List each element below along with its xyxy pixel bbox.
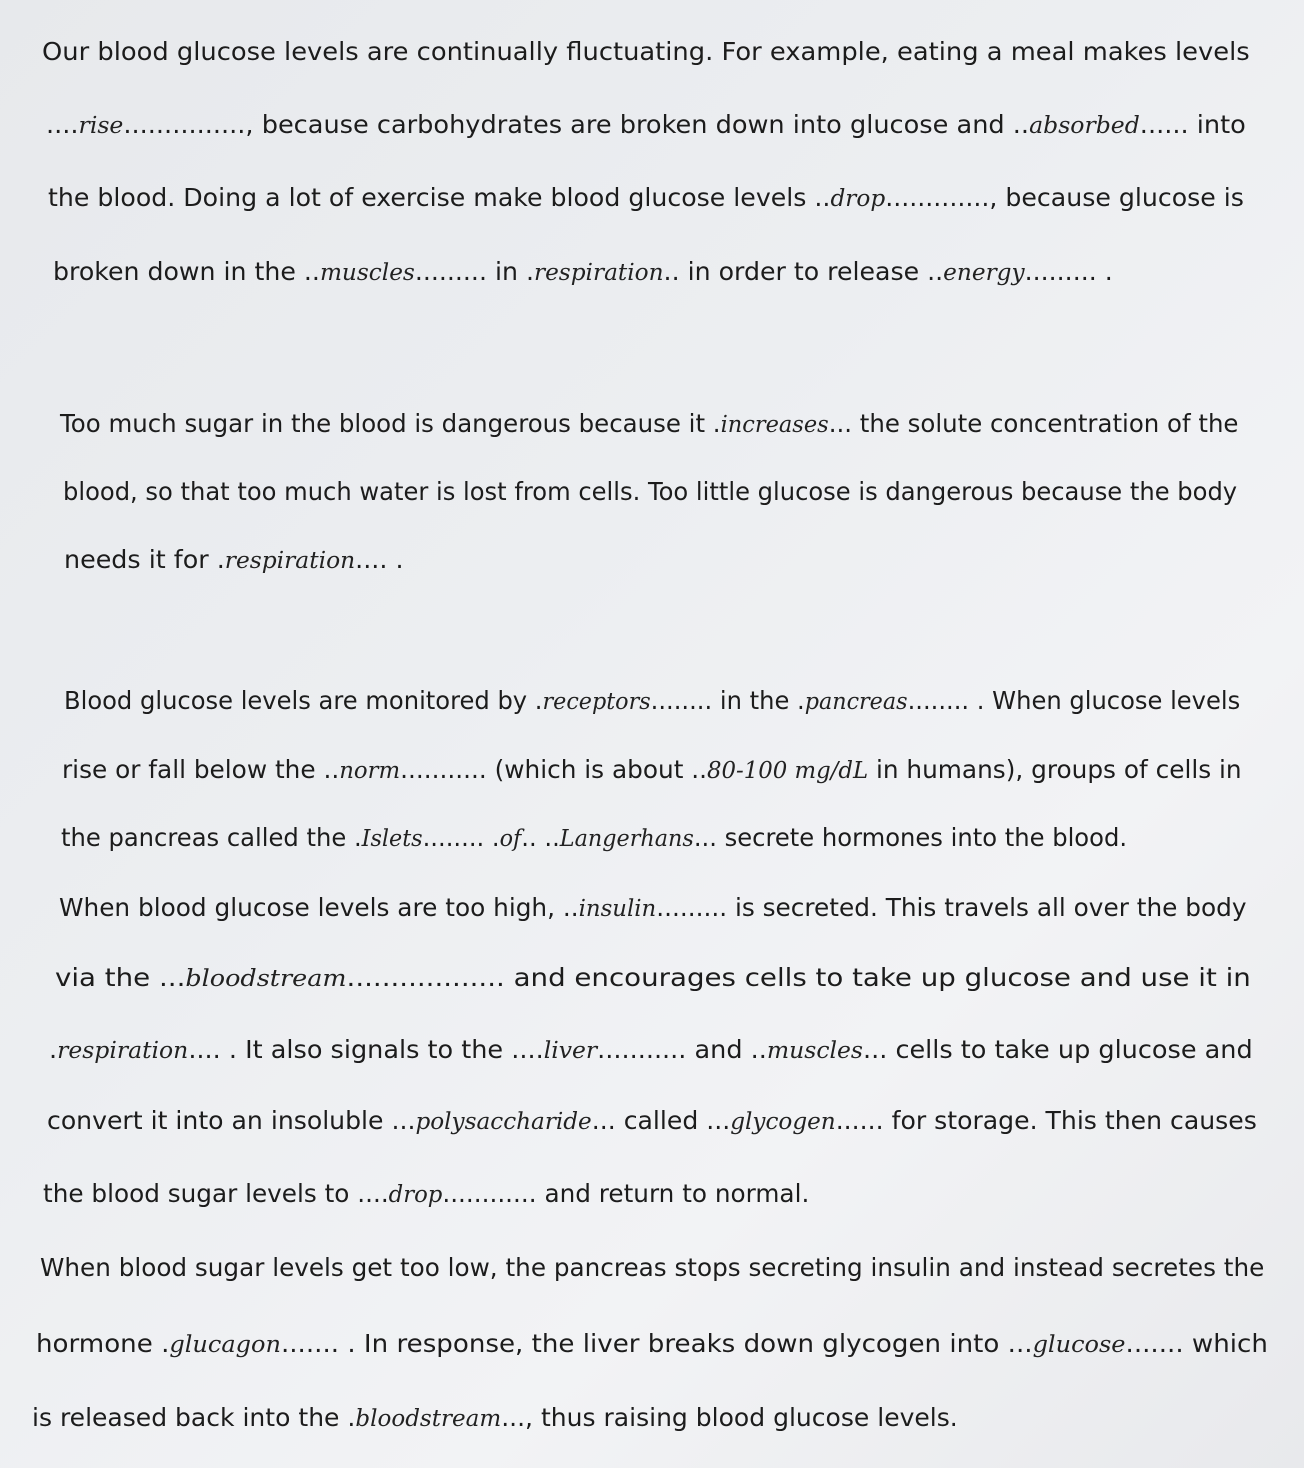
text-line	[61, 820, 1127, 857]
printed-text: .... . It also signals to the ....	[188, 1035, 544, 1064]
text-line	[60, 406, 1238, 443]
text-line	[43, 1176, 809, 1213]
handwritten-answer: glucagon	[169, 1332, 281, 1358]
handwritten-answer: respiration	[533, 260, 664, 286]
printed-text: When blood sugar levels get too low, the pancreas stops secreting insulin and instead secretes the	[40, 1253, 1265, 1282]
printed-text: ............ and return to normal.	[442, 1179, 810, 1208]
printed-text: ........ in the .	[650, 686, 805, 715]
printed-text: ... the solute concentration of the	[828, 409, 1239, 438]
text-line	[36, 1326, 1268, 1363]
printed-text: ... called ...	[591, 1106, 731, 1135]
text-line	[47, 1103, 1257, 1140]
printed-text: the blood sugar levels to ....	[43, 1179, 389, 1208]
printed-text: ...... for storage. This then causes	[835, 1106, 1257, 1135]
handwritten-answer: muscles	[766, 1038, 863, 1064]
handwritten-answer: glycogen	[730, 1109, 836, 1135]
printed-text: ... cells to take up glucose and	[862, 1035, 1253, 1064]
handwritten-answer: bloodstream	[185, 966, 347, 992]
handwritten-answer: of	[499, 826, 522, 852]
handwritten-answer: respiration	[224, 548, 356, 574]
handwritten-answer: drop	[830, 186, 886, 212]
printed-text: Too much sugar in the blood is dangerous because it .	[60, 409, 721, 438]
printed-text: Blood glucose levels are monitored by .	[64, 686, 543, 715]
printed-text: ...... into	[1139, 110, 1246, 139]
handwritten-answer: Langerhans	[559, 826, 694, 852]
printed-text: Our blood glucose levels are continually fluctuating. For example, eating a meal makes levels	[42, 37, 1250, 66]
printed-text: ......... .	[1024, 257, 1113, 286]
text-line	[64, 683, 1240, 720]
handwritten-answer: liver	[543, 1038, 598, 1064]
printed-text: the blood. Doing a lot of exercise make blood glucose levels ..	[48, 183, 831, 212]
text-line	[42, 34, 1250, 70]
text-line	[40, 1250, 1264, 1286]
printed-text: .. ..	[521, 823, 560, 852]
handwritten-answer: drop	[388, 1182, 443, 1208]
printed-text: ... secrete hormones into the blood.	[693, 823, 1128, 852]
handwritten-answer: absorbed	[1029, 113, 1140, 139]
handwritten-answer: glucose	[1032, 1332, 1126, 1358]
printed-text: ......... in .	[414, 257, 534, 286]
printed-text: ....... which	[1125, 1329, 1268, 1358]
printed-text: ..., thus raising blood glucose levels.	[501, 1403, 958, 1432]
text-line	[63, 474, 1237, 510]
handwritten-answer: 80-100 mg/dL	[707, 758, 869, 784]
handwritten-answer: insulin	[578, 896, 657, 922]
text-line	[49, 1032, 1253, 1069]
printed-text: ........... (which is about ..	[400, 755, 708, 784]
handwritten-answer: energy	[943, 260, 1025, 286]
printed-text: convert it into an insoluble ...	[47, 1106, 416, 1135]
printed-text: .... .	[355, 545, 404, 574]
handwritten-answer: rise	[78, 113, 124, 139]
printed-text: ....	[46, 110, 79, 139]
text-line	[53, 254, 1113, 291]
printed-text: ........ . When glucose levels	[907, 686, 1241, 715]
printed-text: ............., because glucose is	[885, 183, 1244, 212]
text-line	[48, 180, 1244, 217]
printed-text: the pancreas called the .	[61, 823, 362, 852]
handwritten-answer: respiration	[57, 1038, 189, 1064]
printed-text: ........ .	[422, 823, 500, 852]
handwritten-answer: increases	[720, 412, 829, 438]
text-line	[64, 542, 404, 579]
handwritten-answer: muscles	[319, 260, 415, 286]
printed-text: ......... is secreted. This travels all over the body	[656, 893, 1247, 922]
text-line	[32, 1400, 958, 1437]
printed-text: broken down in the ..	[53, 257, 320, 286]
printed-text: rise or fall below the ..	[62, 755, 340, 784]
handwritten-answer: polysaccharide	[415, 1109, 592, 1135]
text-line	[55, 960, 1251, 997]
handwritten-answer: receptors	[542, 689, 651, 715]
printed-text: .. in order to release ..	[663, 257, 944, 286]
printed-text: ....... . In response, the liver breaks down glycogen into ...	[280, 1329, 1033, 1358]
printed-text: ........... and ..	[597, 1035, 767, 1064]
printed-text: hormone .	[36, 1329, 170, 1358]
text-line	[46, 107, 1246, 144]
handwritten-answer: norm	[339, 758, 401, 784]
printed-text: When blood glucose levels are too high, ..	[59, 893, 579, 922]
printed-text: blood, so that too much water is lost from cells. Too little glucose is dangerous because the body	[63, 477, 1238, 506]
handwritten-answer: Islets	[361, 826, 423, 852]
handwritten-answer: pancreas	[804, 689, 908, 715]
printed-text: .................. and encourages cells to take up glucose and use it in	[346, 963, 1251, 992]
text-line	[59, 890, 1247, 927]
printed-text: in humans), groups of cells in	[868, 755, 1242, 784]
handwritten-answer: bloodstream	[355, 1406, 502, 1432]
text-line	[62, 752, 1242, 789]
printed-text: is released back into the .	[32, 1403, 356, 1432]
printed-text: needs it for .	[64, 545, 225, 574]
printed-text: ..............., because carbohydrates are broken down into glucose and ..	[123, 110, 1030, 139]
printed-text: via the ...	[55, 963, 186, 992]
printed-text: .	[49, 1035, 58, 1064]
